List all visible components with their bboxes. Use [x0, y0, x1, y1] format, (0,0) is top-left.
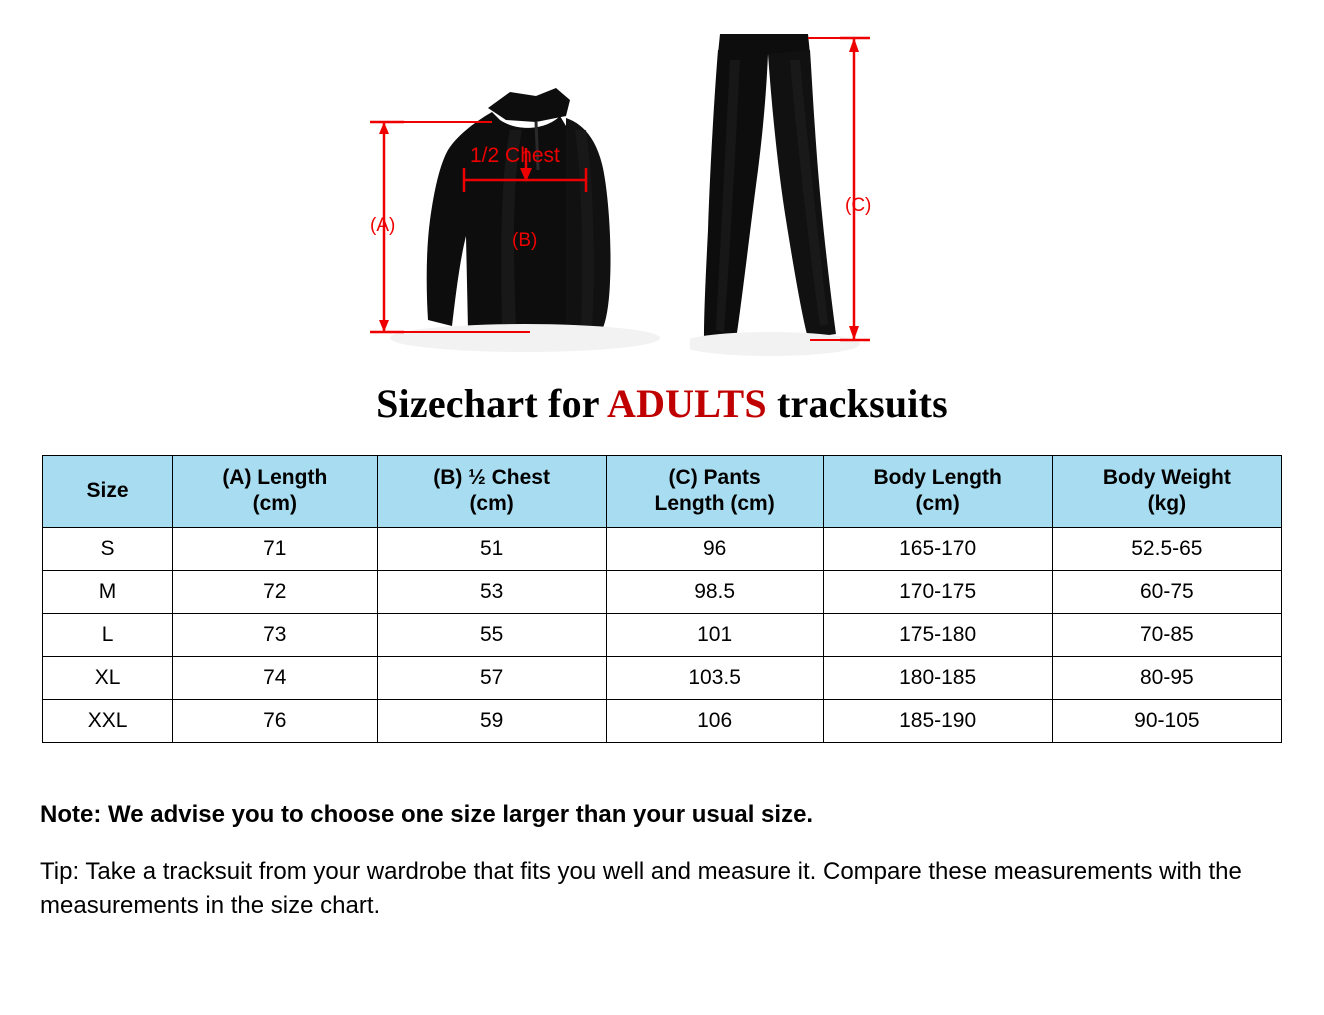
table-header-row: [43, 456, 1282, 528]
cell-body-weight: 60-75: [1052, 570, 1281, 613]
table-header: [43, 456, 1282, 528]
cell-body-length: 170-175: [823, 570, 1052, 613]
cell-half-chest: 59: [377, 699, 606, 742]
cell-half-chest: 55: [377, 613, 606, 656]
table-row: [43, 656, 1282, 699]
notes-section: [40, 801, 1284, 925]
tip-text: Tip: Take a tracksuit from your wardrobe that fits you well and measure it. Compare these measurements with the measurements in the size chart.: [40, 857, 1242, 920]
cell-size: XXL: [43, 699, 173, 742]
cell-size: XL: [43, 656, 173, 699]
note-text: Note: We advise you to choose one size larger than your usual size.: [40, 800, 814, 828]
title-suffix: tracksuits: [766, 381, 948, 426]
title-prefix: Sizechart for: [376, 381, 607, 426]
title-accent: ADULTS: [607, 381, 767, 426]
cell-body-weight: 70-85: [1052, 613, 1281, 656]
sizechart-table-wrapper: [42, 455, 1282, 743]
cell-body-length: 175-180: [823, 613, 1052, 656]
column-header-size: Size: [43, 456, 173, 528]
sizechart-table: [42, 455, 1282, 743]
cell-pants-length: 98.5: [606, 570, 823, 613]
pants-length-label: (C): [845, 195, 872, 216]
column-header-length: (A) Length (cm): [173, 456, 377, 528]
column-header-half-chest: (B) ½ Chest (cm): [377, 456, 606, 528]
cell-pants-length: 101: [606, 613, 823, 656]
cell-body-length: 180-185: [823, 656, 1052, 699]
cell-length: 73: [173, 613, 377, 656]
garment-illustration: [0, 0, 1324, 370]
cell-length: 72: [173, 570, 377, 613]
cell-length: 74: [173, 656, 377, 699]
jacket-illustration: [360, 30, 700, 360]
cell-pants-length: 106: [606, 699, 823, 742]
jacket-svg: [360, 30, 700, 360]
pants-illustration: [690, 20, 920, 360]
column-header-body-weight: Body Weight (kg): [1052, 456, 1281, 528]
half-chest-label: 1/2 Chest: [470, 144, 560, 167]
table-row: [43, 613, 1282, 656]
cell-pants-length: 96: [606, 527, 823, 570]
cell-body-weight: 52.5-65: [1052, 527, 1281, 570]
pants-svg: [690, 20, 920, 360]
cell-body-length: 165-170: [823, 527, 1052, 570]
cell-half-chest: 57: [377, 656, 606, 699]
table-row: [43, 699, 1282, 742]
cell-length: 76: [173, 699, 377, 742]
table-row: [43, 570, 1282, 613]
column-header-pants-length: (C) Pants Length (cm): [606, 456, 823, 528]
page-title: [0, 380, 1324, 427]
jacket-chest-label-b: (B): [512, 230, 538, 251]
cell-body-weight: 80-95: [1052, 656, 1281, 699]
cell-body-length: 185-190: [823, 699, 1052, 742]
cell-size: S: [43, 527, 173, 570]
cell-size: M: [43, 570, 173, 613]
column-header-body-length: Body Length (cm): [823, 456, 1052, 528]
cell-pants-length: 103.5: [606, 656, 823, 699]
table-row: [43, 527, 1282, 570]
table-body: [43, 527, 1282, 742]
cell-half-chest: 53: [377, 570, 606, 613]
jacket-length-label: (A): [370, 215, 396, 236]
cell-length: 71: [173, 527, 377, 570]
cell-size: L: [43, 613, 173, 656]
cell-body-weight: 90-105: [1052, 699, 1281, 742]
cell-half-chest: 51: [377, 527, 606, 570]
